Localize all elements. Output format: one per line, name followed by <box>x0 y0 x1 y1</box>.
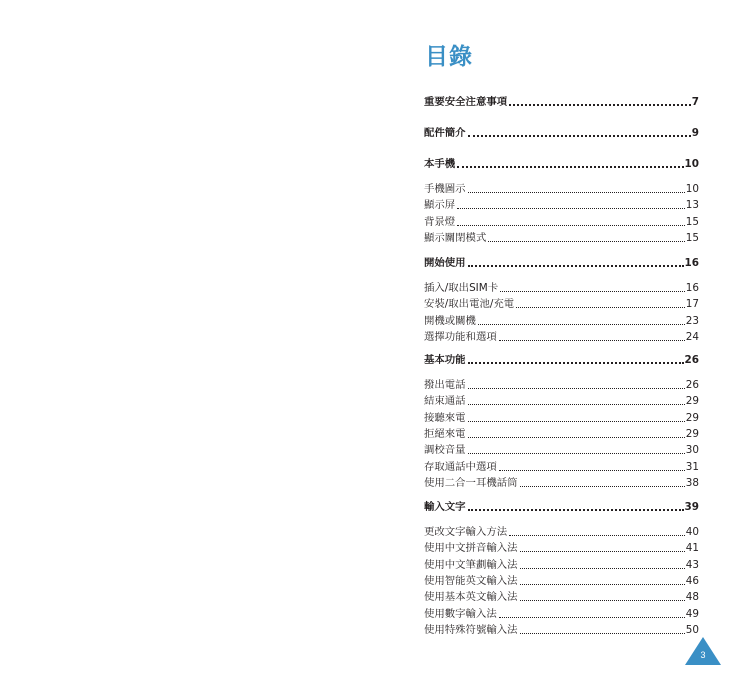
toc-item[interactable] <box>424 378 699 392</box>
toc-section[interactable] <box>424 157 699 171</box>
toc-item[interactable] <box>424 231 699 245</box>
dot-leader <box>520 584 685 585</box>
toc-page-number: 7 <box>691 96 699 108</box>
toc-label: 使用智能英文輸入法 <box>424 575 518 587</box>
dot-leader <box>478 324 685 325</box>
toc-page-number: 49 <box>685 608 699 620</box>
toc-label: 本手機 <box>424 158 456 170</box>
dot-leader <box>509 104 691 106</box>
toc-page-number: 16 <box>684 257 699 269</box>
dot-leader <box>468 437 685 438</box>
toc-label: 插入/取出SIM卡 <box>424 282 499 294</box>
toc-item[interactable] <box>424 215 699 229</box>
dot-leader <box>468 135 691 137</box>
toc-page-number: 13 <box>685 199 699 211</box>
dot-leader <box>520 600 685 601</box>
toc-label: 基本功能 <box>424 354 466 366</box>
toc-label: 使用基本英文輸入法 <box>424 591 518 603</box>
toc-section[interactable] <box>424 353 699 367</box>
toc-item[interactable] <box>424 330 699 344</box>
dot-leader <box>468 509 684 511</box>
dot-leader <box>499 470 685 471</box>
toc-page-number: 29 <box>685 428 699 440</box>
toc-section[interactable] <box>424 500 699 514</box>
dot-leader <box>468 421 685 422</box>
dot-leader <box>457 225 685 226</box>
toc-section[interactable] <box>424 256 699 270</box>
page-number: 3 <box>700 650 706 660</box>
toc-label: 安裝/取出電池/充電 <box>424 298 515 310</box>
toc-item[interactable] <box>424 314 699 328</box>
toc-page-number: 29 <box>685 395 699 407</box>
toc-page-number: 24 <box>685 331 699 343</box>
toc-label: 接聽來電 <box>424 412 466 424</box>
toc-label: 手機圖示 <box>424 183 466 195</box>
dot-leader <box>499 617 685 618</box>
toc-label: 開機或關機 <box>424 315 476 327</box>
toc-label: 顯示關閉模式 <box>424 232 487 244</box>
toc-page-number: 31 <box>685 461 699 473</box>
toc-label: 調校音量 <box>424 444 466 456</box>
dot-leader <box>500 291 685 292</box>
toc-page-number: 39 <box>684 501 699 513</box>
toc-page-number: 40 <box>685 526 699 538</box>
toc-page-number: 16 <box>685 282 699 294</box>
toc-label: 配件簡介 <box>424 127 466 139</box>
toc-page-number: 29 <box>685 412 699 424</box>
dot-leader <box>468 453 685 454</box>
toc-label: 存取通話中選項 <box>424 461 497 473</box>
dot-leader <box>509 535 685 536</box>
toc-item[interactable] <box>424 574 699 588</box>
toc-label: 選擇功能和選項 <box>424 331 497 343</box>
toc-item[interactable] <box>424 460 699 474</box>
toc-page-number: 10 <box>684 158 699 170</box>
dot-leader <box>499 340 685 341</box>
dot-leader <box>457 166 683 168</box>
toc-page-number: 17 <box>685 298 699 310</box>
dot-leader <box>468 388 685 389</box>
toc-item[interactable] <box>424 558 699 572</box>
toc-page-number: 15 <box>685 232 699 244</box>
dot-leader <box>468 192 685 193</box>
toc-label: 使用二合一耳機話筒 <box>424 477 518 489</box>
toc-item[interactable] <box>424 443 699 457</box>
toc-label: 更改文字輸入方法 <box>424 526 508 538</box>
toc-label: 使用特殊符號輸入法 <box>424 624 518 636</box>
dot-leader <box>520 486 685 487</box>
toc-page-number: 10 <box>685 183 699 195</box>
toc-item[interactable] <box>424 541 699 555</box>
toc-page-number: 43 <box>685 559 699 571</box>
dot-leader <box>457 208 685 209</box>
toc-label: 拒絕來電 <box>424 428 466 440</box>
toc-item[interactable] <box>424 297 699 311</box>
toc-item[interactable] <box>424 525 699 539</box>
toc-label: 顯示屏 <box>424 199 456 211</box>
toc-page-number: 46 <box>685 575 699 587</box>
toc-page-number: 50 <box>685 624 699 636</box>
dot-leader <box>520 568 685 569</box>
toc-page-number: 23 <box>685 315 699 327</box>
toc-item[interactable] <box>424 281 699 295</box>
toc-label: 輸入文字 <box>424 501 466 513</box>
toc-section[interactable] <box>424 126 699 140</box>
toc-item[interactable] <box>424 476 699 490</box>
toc-page-number: 30 <box>685 444 699 456</box>
toc-label: 結束通話 <box>424 395 466 407</box>
toc-label: 撥出電話 <box>424 379 466 391</box>
dot-leader <box>468 404 685 405</box>
page-title: 目錄 <box>425 44 473 70</box>
toc-label: 開始使用 <box>424 257 466 269</box>
toc-item[interactable] <box>424 427 699 441</box>
toc-item[interactable] <box>424 607 699 621</box>
toc-label: 使用數字輸入法 <box>424 608 497 620</box>
toc-label: 使用中文拼音輸入法 <box>424 542 518 554</box>
toc-item[interactable] <box>424 182 699 196</box>
toc-section[interactable] <box>424 95 699 109</box>
toc-item[interactable] <box>424 394 699 408</box>
dot-leader <box>468 265 684 267</box>
dot-leader <box>520 551 685 552</box>
toc-label: 使用中文筆劃輸入法 <box>424 559 518 571</box>
dot-leader <box>520 633 685 634</box>
toc-item[interactable] <box>424 198 699 212</box>
toc-label: 重要安全注意事項 <box>424 96 508 108</box>
toc-page-number: 26 <box>684 354 699 366</box>
toc-item[interactable] <box>424 411 699 425</box>
dot-leader <box>468 362 684 364</box>
toc-page-number: 26 <box>685 379 699 391</box>
toc-page-number: 9 <box>691 127 699 139</box>
toc-page-number: 38 <box>685 477 699 489</box>
toc-label: 背景燈 <box>424 216 456 228</box>
toc-page-number: 41 <box>685 542 699 554</box>
dot-leader <box>516 307 685 308</box>
toc-page-number: 48 <box>685 591 699 603</box>
dot-leader <box>488 241 684 242</box>
toc-item[interactable] <box>424 623 699 637</box>
toc-page-number: 15 <box>685 216 699 228</box>
toc-item[interactable] <box>424 590 699 604</box>
